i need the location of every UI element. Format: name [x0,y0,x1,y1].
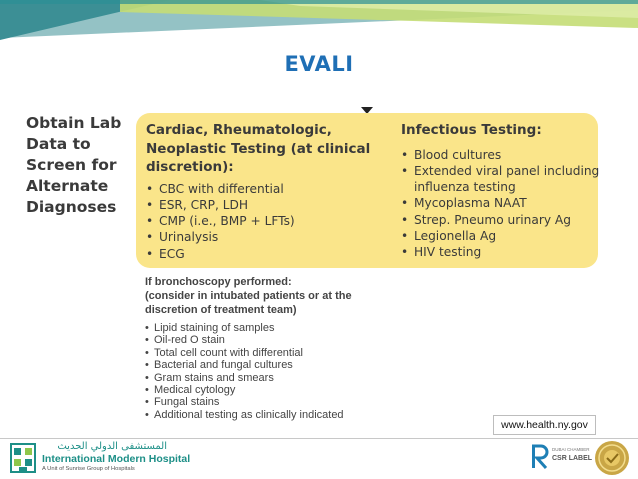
hospital-logo [8,441,208,475]
list-item: • Fungal stains [145,396,425,408]
csr-label-logo [530,442,593,474]
infectious-testing-heading [401,121,601,140]
bronchoscopy-heading [145,275,425,317]
cardiac-testing-heading [146,121,386,177]
top-decorative-band [0,0,638,46]
source-citation: www.health.ny.gov [493,415,596,435]
heading-line: discretion of treatment team) [145,304,297,316]
list-item: • Bacterial and fungal cultures [145,359,425,371]
list-item: • Oil-red O stain [145,334,425,346]
infectious-testing-list [401,147,601,261]
cardiac-testing-column [146,121,386,262]
slide-title: EVALI [284,52,354,76]
lab-data-heading [26,113,136,218]
footer-divider [0,438,638,439]
hospital-subtitle: A Unit of Sunrise Group of Hospitals [42,466,135,472]
lab-heading-line: Diagnoses [26,198,117,216]
csr-r-icon [530,444,550,470]
list-item [401,212,601,228]
testing-panel [136,113,598,268]
item-text: Strep. Pneumo urinary Ag [414,212,572,227]
list-item: • ECG [146,246,386,262]
heading-line: Infectious Testing: [401,122,542,138]
bronchoscopy-list [145,322,425,421]
cardiac-testing-list [146,181,386,262]
item-text: Extended viral panel including [414,163,600,178]
bronchoscopy-section [145,275,425,421]
heading-line: Cardiac, Rheumatologic, [146,122,332,138]
heading-line: Neoplastic Testing (at clinical [146,140,371,157]
list-item [401,195,601,211]
csr-issuer: DUBAI CHAMBER [552,447,590,452]
list-item: • ESR, CRP, LDH [146,197,386,213]
list-item: • Total cell count with differential [145,347,425,359]
list-item: • Lipid staining of samples [145,322,425,334]
lab-heading-line: Obtain Lab [26,114,122,132]
hospital-english-name: International Modern Hospital [42,453,191,465]
item-text: Mycoplasma NAAT [414,196,527,211]
list-item: • Urinalysis [146,229,386,245]
infectious-testing-column [401,121,601,261]
list-item: • CMP (i.e., BMP + LFTs) [146,213,386,229]
hospital-emblem-icon [8,441,38,475]
heading-line: (consider in intubated patients or at the [145,290,352,302]
accreditation-seal-icon [594,440,630,476]
heading-line: discretion): [146,159,234,175]
lab-heading-line: Data to [26,135,91,153]
list-item [401,244,601,260]
list-item [401,228,601,244]
csr-label-text: CSR LABEL [552,455,593,462]
heading-line: If bronchoscopy performed: [145,276,292,288]
item-text: Blood cultures [414,147,502,162]
hospital-arabic-name: المستشفى الدولي الحديث [57,441,167,452]
item-text: HIV testing [414,245,482,260]
lab-heading-line: Screen for [26,156,117,174]
item-text-continued: influenza testing [414,180,516,195]
list-item: • Medical cytology [145,384,425,396]
item-text: Legionella Ag [414,228,497,243]
lab-heading-line: Alternate [26,177,109,195]
list-item: • Additional testing as clinically indicated [145,409,425,421]
list-item: • Gram stains and smears [145,372,425,384]
list-item: • CBC with differential [146,181,386,197]
list-item [401,147,601,163]
list-item [401,163,601,196]
